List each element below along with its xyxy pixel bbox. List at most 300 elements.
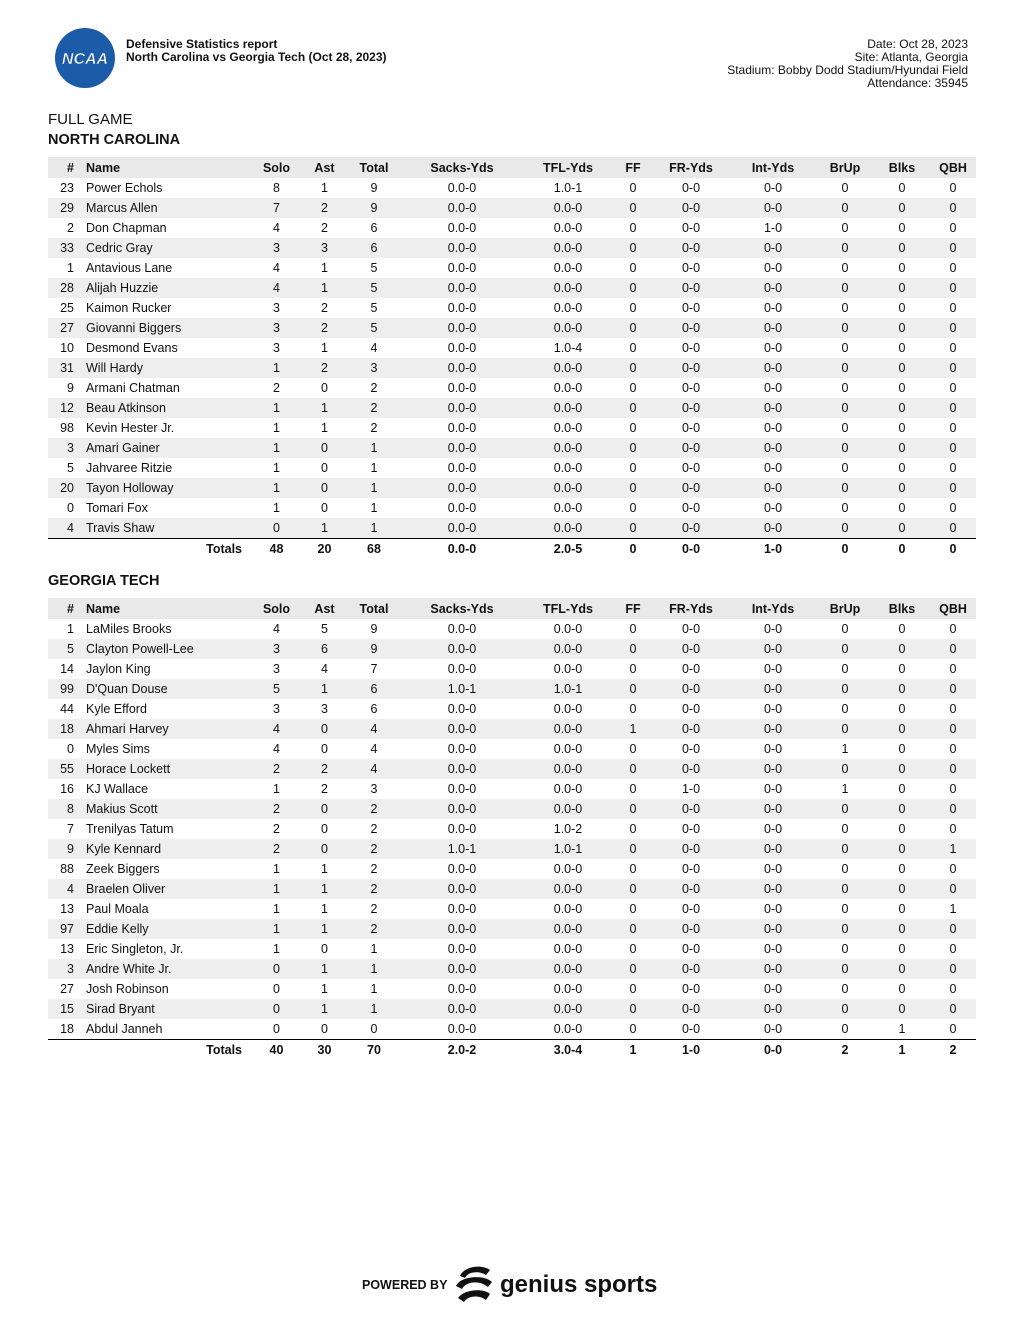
stat-cell: 3 <box>273 702 280 716</box>
player-row <box>48 619 976 639</box>
table-header-row <box>48 157 976 178</box>
jersey-number: 5 <box>67 461 74 475</box>
total-cell: 0-0 <box>652 539 730 560</box>
stat-cell: 0 <box>949 461 957 475</box>
stat-cell: 0-0 <box>681 181 701 195</box>
stat-cell: 0-0 <box>681 902 701 916</box>
stat-cell: 0 <box>841 982 849 996</box>
player-name: Jahvaree Ritzie <box>86 461 173 475</box>
stat-cell: 0.0-0 <box>522 959 614 979</box>
stat-cell: 0 <box>930 759 976 779</box>
stat-cell: 1.0-1 <box>522 839 614 859</box>
stat-cell: 0 <box>841 181 849 195</box>
player-name: LaMiles Brooks <box>86 622 172 636</box>
total-cell: 3.0-4 <box>522 1040 614 1061</box>
stat-cell: 0-0 <box>681 421 701 435</box>
stat-cell: 0.0-0 <box>553 421 583 435</box>
stat-cell: 4 <box>273 622 280 636</box>
stat-cell: 0-0 <box>730 478 816 498</box>
stat-cell: 0.0-0 <box>447 461 477 475</box>
stat-cell: 0.0-0 <box>402 518 522 539</box>
column-header: BrUp <box>816 598 874 619</box>
stat-cell: 0-0 <box>681 301 701 315</box>
stat-cell: 0 <box>629 982 637 996</box>
stat-cell: 9 <box>346 639 402 659</box>
stat-cell: 0 <box>949 782 957 796</box>
stat-cell: 0 <box>898 301 906 315</box>
column-header: FF <box>614 157 652 178</box>
stat-cell: 4 <box>346 719 402 739</box>
stat-cell: 0 <box>930 679 976 699</box>
player-name: Braelen Oliver <box>80 879 250 899</box>
total-cell: 0 <box>930 539 976 560</box>
stat-cell: 2 <box>370 862 378 876</box>
stat-cell: 0.0-0 <box>402 879 522 899</box>
stat-cell: 0 <box>949 261 957 275</box>
totals-row <box>48 1040 976 1061</box>
stat-cell: 0 <box>841 381 849 395</box>
stat-cell: 0-0 <box>730 639 816 659</box>
stat-cell: 0.0-0 <box>553 782 583 796</box>
stat-cell: 0 <box>841 942 849 956</box>
stat-cell: 0 <box>949 381 957 395</box>
stat-cell: 7 <box>370 662 378 676</box>
jersey-number: 0 <box>67 742 74 756</box>
stat-cell: 0 <box>841 822 849 836</box>
stat-cell: 0-0 <box>652 438 730 458</box>
column-header: TFL-Yds <box>522 598 614 619</box>
player-name: Desmond Evans <box>86 341 178 355</box>
stat-cell: 2 <box>321 221 328 235</box>
stat-cell: 0.0-0 <box>447 982 477 996</box>
stat-cell: 0.0-0 <box>522 919 614 939</box>
stat-cell: 0 <box>898 822 906 836</box>
stat-cell: 0-0 <box>730 799 816 819</box>
stat-cell: 0-0 <box>652 799 730 819</box>
stat-cell: 0-0 <box>763 341 783 355</box>
player-name: D'Quan Douse <box>80 679 250 699</box>
stat-cell: 0 <box>930 959 976 979</box>
stat-cell: 3 <box>321 702 328 716</box>
ncaa-logo-text: NCAA <box>61 51 109 68</box>
stat-cell: 0 <box>629 421 637 435</box>
stat-cell: 0-0 <box>763 501 783 515</box>
player-row <box>48 699 976 719</box>
genius-sports-brand: genius sports <box>500 1271 658 1298</box>
stat-cell: 0.0-0 <box>553 461 583 475</box>
stat-cell: 0 <box>874 679 930 699</box>
stat-cell: 0-0 <box>652 478 730 498</box>
stat-cell: 6 <box>370 221 378 235</box>
stat-cell: 9 <box>370 181 378 195</box>
stat-cell: 1 <box>321 902 328 916</box>
stat-cell: 0 <box>898 461 906 475</box>
stat-cell: 1 <box>250 398 303 418</box>
stat-cell: 0 <box>321 742 328 756</box>
stat-cell: 0-0 <box>730 759 816 779</box>
stat-cell: 0 <box>874 238 930 258</box>
jersey-number: 1 <box>67 622 74 636</box>
player-row <box>48 759 976 779</box>
stat-cell: 0-0 <box>763 862 783 876</box>
stat-cell: 0-0 <box>652 999 730 1019</box>
stat-cell: 1 <box>370 501 378 515</box>
stat-cell: 0-0 <box>681 381 701 395</box>
stat-cell: 0.0-0 <box>553 221 583 235</box>
stat-cell: 0.0-0 <box>522 799 614 819</box>
stat-cell: 0.0-0 <box>522 238 614 258</box>
stat-cell: 2 <box>303 759 346 779</box>
stat-cell: 0 <box>614 358 652 378</box>
player-name: Tomari Fox <box>86 501 148 515</box>
stat-cell: 4 <box>370 742 378 756</box>
player-name: Ahmari Harvey <box>80 719 250 739</box>
stat-cell: 0-0 <box>681 622 701 636</box>
stat-cell: 0 <box>898 942 906 956</box>
player-row <box>48 979 976 999</box>
stat-cell: 0.0-0 <box>402 398 522 418</box>
player-row <box>48 218 976 238</box>
stat-cell: 1 <box>303 919 346 939</box>
column-header: QBH <box>930 157 976 178</box>
stat-cell: 2 <box>370 902 378 916</box>
stat-cell: 0-0 <box>730 839 816 859</box>
total-cell: 2.0-2 <box>402 1040 522 1061</box>
stat-cell: 0 <box>614 398 652 418</box>
stat-cell: 4 <box>370 341 378 355</box>
stat-cell: 0.0-0 <box>553 942 583 956</box>
stat-cell: 0 <box>614 679 652 699</box>
column-header: FR-Yds <box>652 598 730 619</box>
powered-by-text: POWERED BY <box>362 1278 448 1292</box>
jersey-number: 98 <box>60 421 74 435</box>
player-name: Power Echols <box>86 181 163 195</box>
stat-cell: 0-0 <box>681 461 701 475</box>
stat-cell: 1 <box>370 982 378 996</box>
stat-cell: 0 <box>816 198 874 218</box>
jersey-number: 31 <box>48 358 80 378</box>
stat-cell: 2 <box>346 839 402 859</box>
team-title-georgia-tech: GEORGIA TECH <box>48 573 160 589</box>
stat-cell: 0-0 <box>652 919 730 939</box>
stat-cell: 0-0 <box>763 261 783 275</box>
stat-cell: 3 <box>250 318 303 338</box>
jersey-number: 1 <box>67 261 74 275</box>
stat-cell: 1.0-2 <box>553 822 583 836</box>
column-header: Ast <box>303 157 346 178</box>
stat-cell: 2 <box>273 381 280 395</box>
stat-cell: 1 <box>303 679 346 699</box>
player-name: Kyle Kennard <box>80 839 250 859</box>
stat-cell: 0.0-0 <box>553 622 583 636</box>
total-cell: 1-0 <box>652 1040 730 1061</box>
jersey-number: 27 <box>48 318 80 338</box>
stat-cell: 0.0-0 <box>402 959 522 979</box>
stat-cell: 0-0 <box>652 679 730 699</box>
stat-cell: 0-0 <box>652 639 730 659</box>
stat-cell: 1 <box>346 999 402 1019</box>
stat-cell: 0.0-0 <box>447 702 477 716</box>
total-cell: 0 <box>816 539 874 560</box>
stat-cell: 0 <box>874 799 930 819</box>
stat-cell: 0 <box>874 398 930 418</box>
stat-cell: 1.0-4 <box>553 341 583 355</box>
total-cell: 2 <box>930 1040 976 1061</box>
jersey-number: 20 <box>48 478 80 498</box>
stat-cell: 3 <box>250 639 303 659</box>
jersey-number: 8 <box>48 799 80 819</box>
stat-cell: 0 <box>629 261 637 275</box>
stat-cell: 0-0 <box>763 902 783 916</box>
game-attendance: Attendance: 35945 <box>867 76 968 90</box>
total-cell: 0-0 <box>730 1040 816 1061</box>
player-name: Tayon Holloway <box>80 478 250 498</box>
game-info <box>727 38 968 90</box>
stat-cell: 0 <box>841 501 849 515</box>
stat-cell: 1 <box>321 261 328 275</box>
stat-cell: 0 <box>898 381 906 395</box>
stat-cell: 0 <box>949 702 957 716</box>
stat-cell: 0.0-0 <box>447 301 477 315</box>
stat-cell: 0 <box>949 181 957 195</box>
stat-cell: 0 <box>898 982 906 996</box>
stat-cell: 1 <box>346 438 402 458</box>
stat-cell: 0-0 <box>730 398 816 418</box>
stat-cell: 0 <box>250 999 303 1019</box>
player-name: Will Hardy <box>80 358 250 378</box>
total-cell: 2 <box>816 1040 874 1061</box>
column-header: Blks <box>874 598 930 619</box>
stat-cell: 0 <box>816 879 874 899</box>
stat-cell: 0 <box>841 261 849 275</box>
stat-cell: 0-0 <box>681 221 701 235</box>
jersey-number: 10 <box>60 341 74 355</box>
stat-cell: 1 <box>321 181 328 195</box>
column-header: BrUp <box>816 157 874 178</box>
stat-cell: 0 <box>629 662 637 676</box>
stat-cell: 0.0-0 <box>522 879 614 899</box>
stat-cell: 0.0-0 <box>553 742 583 756</box>
stat-cell: 0-0 <box>763 381 783 395</box>
total-cell: 0 <box>614 539 652 560</box>
stats-table-georgia-tech <box>48 598 976 1060</box>
stat-cell: 0 <box>841 221 849 235</box>
jersey-number: 5 <box>48 639 80 659</box>
stat-cell: 0.0-0 <box>522 438 614 458</box>
jersey-number: 97 <box>48 919 80 939</box>
stat-cell: 0 <box>629 381 637 395</box>
player-row <box>48 879 976 899</box>
player-row <box>48 178 976 198</box>
stat-cell: 0 <box>898 622 906 636</box>
stat-cell: 1 <box>273 421 280 435</box>
stat-cell: 0.0-0 <box>447 742 477 756</box>
stat-cell: 0.0-0 <box>522 318 614 338</box>
stat-cell: 1.0-1 <box>553 181 583 195</box>
stat-cell: 0 <box>816 478 874 498</box>
stat-cell: 6 <box>346 679 402 699</box>
stat-cell: 0 <box>629 501 637 515</box>
jersey-number: 0 <box>67 501 74 515</box>
stat-cell: 0.0-0 <box>447 381 477 395</box>
column-header: Total <box>346 598 402 619</box>
stat-cell: 0 <box>841 461 849 475</box>
stat-cell: 0 <box>841 341 849 355</box>
stat-cell: 0-0 <box>681 341 701 355</box>
stat-cell: 1 <box>370 461 378 475</box>
player-name: Eric Singleton, Jr. <box>86 942 184 956</box>
player-name: Travis Shaw <box>80 518 250 539</box>
column-header: Sacks-Yds <box>402 157 522 178</box>
stat-cell: 0 <box>930 719 976 739</box>
stat-cell: 0 <box>614 999 652 1019</box>
jersey-number: 3 <box>48 959 80 979</box>
stat-cell: 1 <box>303 879 346 899</box>
stat-cell: 0.0-0 <box>553 662 583 676</box>
player-row <box>48 739 976 759</box>
stat-cell: 1 <box>250 879 303 899</box>
report-subtitle: North Carolina vs Georgia Tech (Oct 28, 2023) <box>126 50 387 64</box>
stat-cell: 0.0-0 <box>447 221 477 235</box>
stat-cell: 0 <box>874 999 930 1019</box>
stat-cell: 0 <box>629 902 637 916</box>
stat-cell: 0.0-0 <box>402 719 522 739</box>
player-name: Jaylon King <box>86 662 151 676</box>
stat-cell: 0-0 <box>730 879 816 899</box>
stat-cell: 0 <box>629 1022 637 1036</box>
player-row <box>48 398 976 418</box>
player-name: Horace Lockett <box>80 759 250 779</box>
stat-cell: 0 <box>614 278 652 298</box>
stat-cell: 0-0 <box>652 198 730 218</box>
column-header: Total <box>346 157 402 178</box>
player-name: Kyle Efford <box>86 702 147 716</box>
stat-cell: 0 <box>930 398 976 418</box>
player-row <box>48 338 976 358</box>
stat-cell: 0 <box>949 501 957 515</box>
game-stadium: Stadium: Bobby Dodd Stadium/Hyundai Field <box>727 63 968 77</box>
stat-cell: 0.0-0 <box>402 198 522 218</box>
stat-cell: 0 <box>303 839 346 859</box>
stat-cell: 0 <box>930 358 976 378</box>
stat-cell: 4 <box>250 719 303 739</box>
jersey-number: 7 <box>67 822 74 836</box>
stat-cell: 0-0 <box>763 622 783 636</box>
player-name: Andre White Jr. <box>80 959 250 979</box>
stat-cell: 0-0 <box>763 181 783 195</box>
stat-cell: 0 <box>321 381 328 395</box>
stat-cell: 0 <box>930 999 976 1019</box>
stat-cell: 0 <box>841 301 849 315</box>
player-name: Josh Robinson <box>86 982 169 996</box>
stat-cell: 0 <box>930 518 976 539</box>
stat-cell: 0-0 <box>730 959 816 979</box>
player-row <box>48 278 976 298</box>
stat-cell: 5 <box>321 622 328 636</box>
stat-cell: 2 <box>250 759 303 779</box>
stat-cell: 0 <box>930 318 976 338</box>
stat-cell: 0 <box>250 518 303 539</box>
column-header: # <box>48 598 80 619</box>
stat-cell: 0.0-0 <box>522 999 614 1019</box>
player-row <box>48 358 976 378</box>
player-name: Amari Gainer <box>80 438 250 458</box>
stat-cell: 9 <box>370 622 378 636</box>
player-row <box>48 318 976 338</box>
stat-cell: 0.0-0 <box>402 999 522 1019</box>
player-row <box>48 1019 976 1040</box>
stat-cell: 2 <box>321 301 328 315</box>
stat-cell: 0 <box>614 799 652 819</box>
stat-cell: 0 <box>949 822 957 836</box>
stat-cell: 4 <box>273 221 280 235</box>
stat-cell: 0 <box>321 1022 328 1036</box>
jersey-number: 15 <box>48 999 80 1019</box>
stat-cell: 0.0-0 <box>553 902 583 916</box>
stat-cell: 1 <box>273 902 280 916</box>
stat-cell: 0 <box>874 639 930 659</box>
stat-cell: 0.0-0 <box>522 639 614 659</box>
stat-cell: 0 <box>816 639 874 659</box>
stat-cell: 3 <box>250 238 303 258</box>
stat-cell: 0-0 <box>730 358 816 378</box>
stat-cell: 0 <box>614 518 652 539</box>
stat-cell: 0.0-0 <box>447 822 477 836</box>
stat-cell: 0 <box>874 879 930 899</box>
stat-cell: 0-0 <box>730 278 816 298</box>
stat-cell: 0 <box>614 959 652 979</box>
stat-cell: 0 <box>841 622 849 636</box>
jersey-number: 16 <box>60 782 74 796</box>
player-name: Alijah Huzzie <box>80 278 250 298</box>
column-header: Ast <box>303 598 346 619</box>
stat-cell: 0 <box>930 919 976 939</box>
stat-cell: 1 <box>303 999 346 1019</box>
total-cell: 70 <box>346 1040 402 1061</box>
stat-cell: 0 <box>816 278 874 298</box>
stat-cell: 0-0 <box>652 318 730 338</box>
stat-cell: 5 <box>370 301 378 315</box>
stat-cell: 0 <box>949 1022 957 1036</box>
stat-cell: 0.0-0 <box>402 478 522 498</box>
stat-cell: 0.0-0 <box>402 278 522 298</box>
report-heading <box>126 38 387 64</box>
stat-cell: 0 <box>303 719 346 739</box>
stat-cell: 0-0 <box>681 822 701 836</box>
stat-cell: 0 <box>614 639 652 659</box>
stat-cell: 1 <box>303 278 346 298</box>
stat-cell: 0 <box>303 799 346 819</box>
stat-cell: 0-0 <box>681 982 701 996</box>
jersey-number: 29 <box>48 198 80 218</box>
stat-cell: 0 <box>930 278 976 298</box>
jersey-number: 4 <box>48 518 80 539</box>
stat-cell: 1 <box>930 839 976 859</box>
stat-cell: 1 <box>250 478 303 498</box>
total-cell: 2.0-5 <box>522 539 614 560</box>
stats-table-north-carolina <box>48 157 976 559</box>
column-header: Int-Yds <box>730 157 816 178</box>
stat-cell: 0.0-0 <box>522 358 614 378</box>
stat-cell: 0.0-0 <box>522 198 614 218</box>
stat-cell: 0.0-0 <box>447 942 477 956</box>
jersey-number: 27 <box>60 982 74 996</box>
stat-cell: 1 <box>273 862 280 876</box>
stat-cell: 0.0-0 <box>447 341 477 355</box>
stat-cell: 0-0 <box>652 398 730 418</box>
stat-cell: 0 <box>898 181 906 195</box>
stat-cell: 1-0 <box>681 782 701 796</box>
